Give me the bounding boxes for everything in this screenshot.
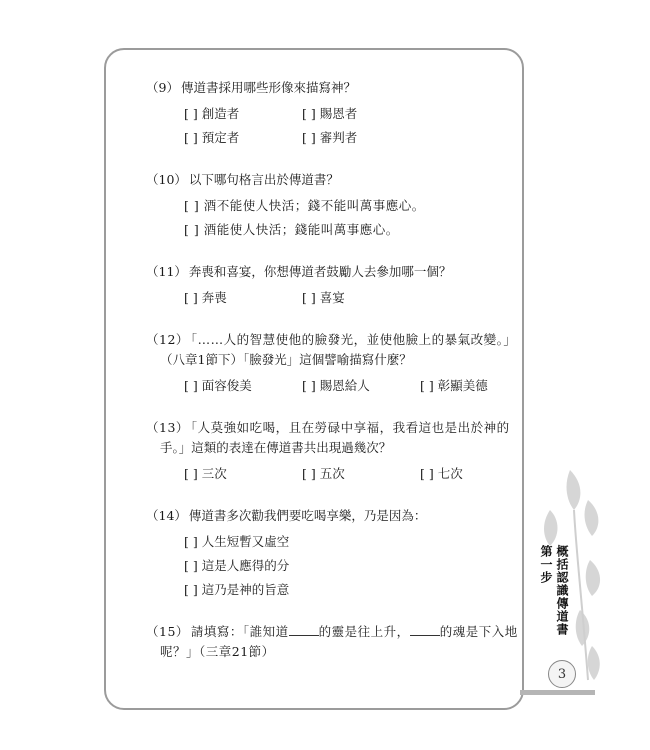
question-number: （11） [146,264,187,279]
question-text: 以下哪句格言出於傳道書？ [188,172,339,187]
question-list [146,78,516,682]
option-checkbox[interactable]: [ ] 預定者 [184,130,240,145]
fill-blank-1[interactable] [289,623,319,636]
option-checkbox[interactable]: [ ] 七次 [420,466,463,481]
option-checkbox[interactable]: [ ] 面容俊美 [184,378,252,393]
question-number: （10） [146,172,187,187]
question-text: 「人莫強如吃喝，且在勞碌中享福，我看這也是出於神的 [190,420,510,435]
option-checkbox[interactable]: [ ] 酒能使人快活；錢能叫萬事應心。 [184,222,399,237]
footer-bar [520,690,595,695]
question-text: 傳道書採用哪些形像來描寫神？ [180,80,356,95]
option-checkbox[interactable]: [ ] 這是人應得的分 [184,558,290,573]
question-text-end: 的魂是下入地 [439,624,518,639]
option-checkbox[interactable]: [ ] 這乃是神的旨意 [184,582,290,597]
option-checkbox[interactable]: [ ] 賜恩給人 [302,378,370,393]
question-number: （12） [146,332,189,347]
chapter-step-label: 第一步 [539,545,553,584]
question-12 [146,330,516,398]
question-number: （13） [146,420,189,435]
question-text: 請填寫：「誰知道 [190,624,289,639]
question-number: （15） [146,624,189,639]
question-text-continued: 手。」這類的表達在傳道書共出現過幾次？ [160,440,392,455]
question-14 [146,506,516,602]
question-text: 「……人的智慧使他的臉發光，並使他臉上的暴氣改變。」 [190,332,517,347]
option-checkbox[interactable]: [ ] 彰顯美德 [420,378,488,393]
question-text: 奔喪和喜宴，你想傳道者鼓勵人去參加哪一個？ [188,264,452,279]
option-checkbox[interactable]: [ ] 審判者 [302,130,358,145]
option-checkbox[interactable]: [ ] 賜恩者 [302,106,358,121]
question-text-continued: 呢？」（三章21節） [160,644,275,659]
question-text-mid: 的靈是往上升， [318,624,410,639]
question-text-continued: （八章1節下）「臉發光」這個譬喻描寫什麼？ [160,352,412,367]
question-15 [146,622,516,662]
fill-blank-2[interactable] [410,623,440,636]
question-number: （14） [146,508,187,523]
page-number: 3 [548,660,576,688]
option-checkbox[interactable]: [ ] 喜宴 [302,290,345,305]
chapter-title-label: 概括認識傳道書 [555,545,569,636]
option-checkbox[interactable]: [ ] 創造者 [184,106,240,121]
question-number: （9） [146,80,179,95]
chapter-tab [537,545,571,665]
option-checkbox[interactable]: [ ] 奔喪 [184,290,227,305]
option-checkbox[interactable]: [ ] 人生短暫又虛空 [184,534,290,549]
question-13 [146,418,516,486]
question-10 [146,170,516,242]
question-9 [146,78,516,150]
question-text: 傳道書多次勸我們要吃喝享樂，乃是因為： [188,508,427,523]
option-checkbox[interactable]: [ ] 三次 [184,466,227,481]
question-11 [146,262,516,310]
option-checkbox[interactable]: [ ] 酒不能使人快活；錢不能叫萬事應心。 [184,198,425,213]
option-checkbox[interactable]: [ ] 五次 [302,466,345,481]
